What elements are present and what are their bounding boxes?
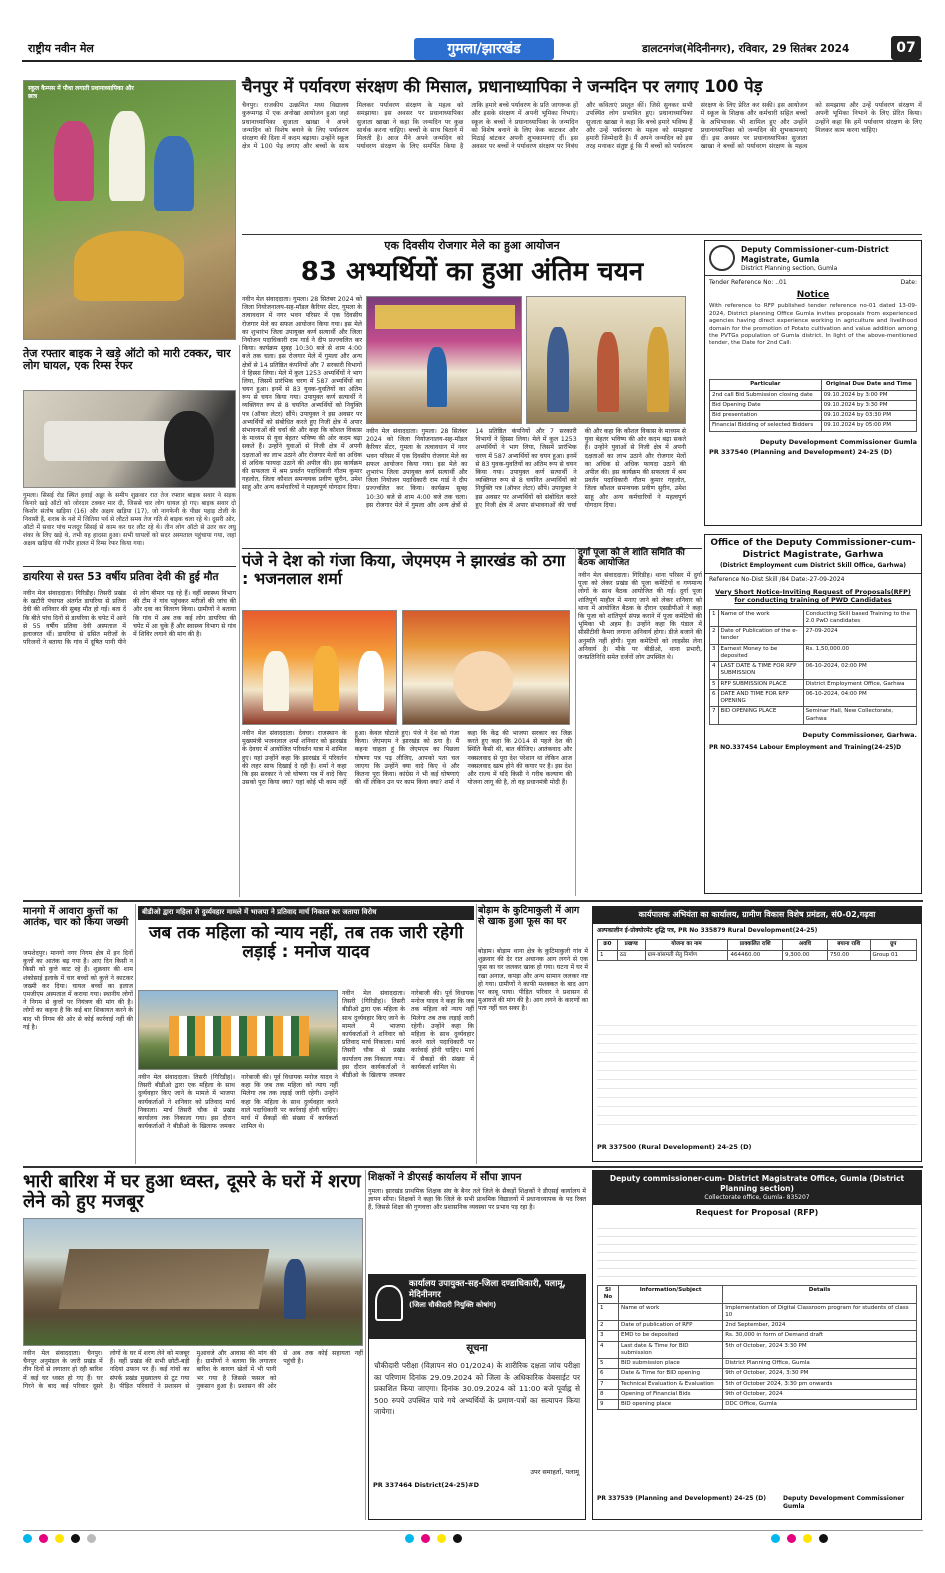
table-cell: 3 — [598, 1331, 619, 1341]
table-cell: 09.10.2024 by 3:30 PM — [821, 400, 916, 410]
tree-planting-photo — [23, 80, 236, 340]
table-cell: Rs. 30,000 in form of Demand draft — [723, 1331, 917, 1341]
table-cell: DATE AND TIME FOR RFP OPENING — [718, 689, 803, 707]
table-cell: Name of work — [618, 1303, 722, 1321]
table-row — [710, 390, 917, 400]
table-cell: BID submission place — [618, 1359, 722, 1369]
table-cell: 750.00 — [827, 950, 870, 960]
table-cell: 2 — [710, 627, 719, 645]
table-cell: 6 — [598, 1369, 619, 1379]
table-cell: Name of the work — [718, 609, 803, 627]
table-cell: 9,300.00 — [782, 950, 827, 960]
table-cell: 9th of October, 2024 — [723, 1389, 917, 1399]
table-cell: Particular — [710, 380, 822, 390]
ad3-sub: अल्पकालीन ई-प्रोक्योरमेंट शुद्धि पत्र, PR No 335879 Rural Development(24-25) — [597, 926, 818, 934]
table-cell: 9th of October, 2024, 3:30 PM — [723, 1369, 917, 1379]
table-cell: 7 — [710, 707, 719, 725]
table-cell: योजना का नाम — [645, 940, 728, 950]
headline-tree-planting: चैनपुर में पर्यावरण संरक्षण की मिसाल, प्रधानाध्यापिका ने जन्मदिन पर लगाए 100 पेड़ — [242, 77, 763, 96]
table-cell: District Planning Office, Gumla — [723, 1359, 917, 1369]
table-row — [598, 1286, 917, 1304]
ad3-pr: PR 337500 (Rural Development) 24-25 (D) — [597, 1143, 752, 1151]
headline-stray-dogs: मानगो में आवारा कुत्तों का आतंक, चार को किया जख्मी — [23, 906, 129, 929]
table-cell: बयाना राशि — [827, 940, 870, 950]
table-cell: EMD to be deposited — [618, 1331, 722, 1341]
table-cell: अवधि — [782, 940, 827, 950]
article-durga-puja-body: नवीन मेल संवाददाता। गिरिडीह। थाना परिसर में दुर्गा पूजा को लेकर प्रखंड की पूजा कमेटियों व गणमान्य लोगों के साथ बैठक आयोजित की गई। दुर्गा पूजा शांतिपूर्ण माहौल में मनाए जाने को लेकर शनिवार को थाना में आयोजित बैठक के दौरान एसडीपीओ ने कहा कि पूजा को शांतिपूर्ण संपन्न कराने में पूजा कमेटियों की भूमिका भी अहम है। उन्होंने कहा कि पंडाल में सीसीटीवी कैमरा लगाना अनिवार्य होगा। डीजे बजाने की अनुमति नहीं होगी। पूजा कमेटियों को लाइसेंस लेना अनिवार्य है। मौके पर बीडीओ, थाना प्रभारी, जनप्रतिनिधि समेत दर्जनों लोग उपस्थित थे। — [578, 572, 702, 661]
table-row — [710, 662, 917, 680]
ad4-title: Request for Proposal (RFP) — [695, 1207, 819, 1217]
ad2-footer: Deputy Commissioner, Garhwa. — [802, 730, 917, 739]
article-bike-accident-body: गुमला। सिसई रोड स्थित हवाई अड्डा के समीप शुक्रवार रात तेज रफ्तार बाइक सवार ने सड़क किनारे खड़े ऑटो को जोरदार टक्कर मार दी, जिससे चार लोग घायल हो गए। बाइक सवार दो किशोर संतोष खड़िया (16) और अक्षय खड़िया (17), जो नागफेनी के पीछा पहाड़ टोली के निवासी हैं, शराब के नशे में जितिया पर्व से लौटते समय तेज गति से बाइक चला रहे थे। दूसरी ओर, ऑटो में सवार पांच मजदूर सिसई से काम कर घर लौट रहे थे। तीन लोग ऑटो से उतर कर लघु शंका के लिए खड़े थे, तभी यह हादसा हुआ। सभी घायलों को सदर अस्पताल पहुंचाया गया, जहां अक्षय खड़िया की गंभीर हालत में रिम्स रेफर किया गया। — [23, 492, 236, 548]
collapsed-house-photo — [23, 1218, 363, 1346]
emblem-icon — [709, 245, 735, 271]
article-manoj-yadav-more: नवीन मेल संवाददाता। तिसरी (गिरिडीह)। तिसरी बीडीओ द्वारा एक महिला के साथ दुर्व्यवहार किए जाने के मामले में भाजपा कार्यकर्ताओं ने शनिवार को प्रतिवाद मार्च निकाला। मार्च तिसरी चौक से प्रखंड कार्यालय तक निकाला गया। इस दौरान कार्यकर्ताओं ने बीडीओ के खिलाफ जमकर नारेबाजी की। पूर्व विधायक मनोज यादव ने कहा कि जब तक महिला को न्याय नहीं मिलेगा तब तक लड़ाई जारी रहेगी। उन्होंने कहा कि महिला के साथ दुर्व्यवहार करने वाले पदाधिकारी पर कार्रवाई होनी चाहिए। मार्च में सैकड़ों की संख्या में कार्यकर्ता शामिल थे। — [342, 990, 474, 1079]
ad2-org: Office of the Deputy Commissioner-cum-District Magistrate, Garhwa — [710, 538, 916, 560]
ad-palamu-notice — [368, 1274, 586, 1520]
table-cell: District Employment Office, Garhwa — [803, 679, 916, 689]
ad3-notes — [597, 1017, 917, 1127]
table-row — [598, 1400, 917, 1410]
table-row — [598, 1341, 917, 1359]
table-cell: 1 — [598, 950, 618, 960]
table-row — [598, 1359, 917, 1369]
headline-bodam-fire: बोड़ाम के कुटिमाकुली में आग से खाक हुआ फूस का घर — [478, 905, 580, 927]
print-registration-marks — [23, 1530, 923, 1544]
ad-org: Deputy Commissioner-cum-District Magistrate, Gumla — [741, 245, 889, 264]
table-cell: 09.10.2024 by 03:30 PM — [821, 411, 916, 421]
table-cell: Implementation of Digital Classroom program for students of class 10 — [723, 1303, 917, 1321]
tender-ref: Tender Reference No: ..01 — [709, 278, 787, 286]
headline-bhajanlal: पंजे ने देश को गंजा किया, जेएमएम ने झारखंड को ठगा : भजनलाल शर्मा — [242, 551, 566, 588]
table-cell: ग्राम-बांसमती सेतु निर्माण — [645, 950, 728, 960]
ad4-table — [597, 1285, 917, 1410]
article-bodam-fire-body: बोड़ाम। बोड़ाम थाना क्षेत्र के कुटिमाकुली गांव में शुक्रवार की देर रात अचानक आग लगने से एक फूस का घर जलकर खाक हो गया। घटना में घर में रखा अनाज, कपड़ा और अन्य सामान जलकर नष्ट हो गया। ग्रामीणों ने काफी मशक्कत के बाद आग पर काबू पाया। पीड़ित परिवार ने प्रशासन से मुआवजे की मांग की है। आग लगने के कारणों का पता नहीं चल सका है। — [478, 948, 588, 1013]
table-cell: Opening of Financial Bids — [618, 1389, 722, 1399]
table-row — [598, 940, 917, 950]
tender-date: Date: — [900, 278, 917, 286]
photo-caption: स्कूल कैम्पस में पौधा लगाती प्रधानाध्यापिका और छात्र — [28, 85, 134, 100]
headline-heavy-rain: भारी बारिश में घर हुआ ध्वस्त, दूसरे के घरों में शरण लेने को हुए मजबूर — [23, 1171, 361, 1213]
page-header — [22, 36, 922, 62]
table-cell: प्रखण्ड — [617, 940, 645, 950]
ad2-sub: (District Employment cum District Skill Office, Garhwa) — [719, 561, 907, 569]
headline-diarrhoea: डायरिया से ग्रस्त 53 वर्षीय प्रतिवा देवी की हुई मौत — [23, 571, 219, 583]
table-cell: 2nd September, 2024 — [723, 1321, 917, 1331]
ad2-ref: Reference No-Dist Skill /84 Date:-27-09-2024 — [709, 575, 845, 583]
headline-durga-puja: दुर्गा पूजा को ले शांति समिति की बैठक आयोजित — [578, 548, 685, 569]
table-row — [598, 1389, 917, 1399]
ad5-sub: (जिला चौकीदारी नियुक्ति कोषांग) — [409, 1301, 497, 1310]
table-cell: 09.10.2024 by 3:00 PM — [821, 390, 916, 400]
table-cell: 464460.00 — [728, 950, 783, 960]
ashoka-emblem-icon — [375, 1285, 403, 1321]
table-cell: LAST DATE & TIME FOR RFP SUBMISSION — [718, 662, 803, 680]
table-cell: 5 — [598, 1359, 619, 1369]
table-cell: Sl No — [598, 1286, 619, 1304]
ad2-pr: PR NO.337454 Labour Employment and Training(24-25)D — [709, 743, 902, 751]
table-cell: ग्रुप — [870, 940, 916, 950]
table-cell: DDC Office, Gumla — [723, 1400, 917, 1410]
article-teachers-memo-body: गुमला। झारखंड प्राथमिक शिक्षक संघ के बैनर तले जिले के सैकड़ों शिक्षकों ने डीएसई कार्यालय में ज्ञापन सौंपा। शिक्षकों ने कहा कि जिले के सभी प्राथमिक विद्यालयों में प्रधानाध्यापक के पद रिक्त हैं, जिससे शिक्षा की गुणवत्ता और प्रशासनिक व्यवस्था पर प्रभाव पड़ रहा है। — [368, 1188, 586, 1212]
table-cell: Bid presentation — [710, 411, 822, 421]
ad1-table — [709, 379, 917, 431]
job-fair-stage-photo — [366, 296, 522, 424]
table-cell: Rs. 1,50,000.00 — [803, 644, 916, 662]
ad-garhwa-rfp — [704, 534, 922, 894]
table-cell: 9 — [598, 1400, 619, 1410]
table-row — [710, 679, 917, 689]
table-row — [598, 1321, 917, 1331]
table-cell: Conducting Skill based Training to the 2.0 PwD candidates — [803, 609, 916, 627]
table-cell: Technical Evaluation & Evaluation — [618, 1379, 722, 1389]
ad1-footer: Deputy Development Commissioner Gumla — [760, 437, 917, 446]
table-row — [598, 950, 917, 960]
ad-rural-development — [592, 906, 922, 1162]
bjp-march-photo — [138, 990, 338, 1070]
table-cell: Information/Subject — [618, 1286, 722, 1304]
table-cell: 27-09-2024 — [803, 627, 916, 645]
table-cell: ठठ — [617, 950, 645, 960]
masthead: राष्ट्रीय नवीन मेल — [28, 42, 94, 55]
ad3-table — [597, 939, 917, 961]
headline-manoj-yadav: जब तक महिला को न्याय नहीं, तब तक जारी रहेगी लड़ाई : मनोज यादव — [148, 923, 464, 963]
table-cell: Details — [723, 1286, 917, 1304]
table-cell: 09.10.2024 by 05:00 PM — [821, 421, 916, 431]
table-cell: Date of Publication of the e-tender — [718, 627, 803, 645]
article-job-fair-more: नवीन मेल संवाददाता। गुमला। 28 सितंबर 2024 को जिला नियोजनालय-सह-मॉडल कैरियर सेंटर, गुमला के तत्वावधान में नगर भवन परिसर में एक दिवसीय रोजगार मेले का सफल आयोजन किया गया। इस मेले का शुभारंभ जिला उपायुक्त कर्ण सत्यार्थी और जिला नियोजन पदाधिकारी राम गार्ड ने दीप प्रज्ज्वलित कर किया। कार्यक्रम सुबह 10:30 बजे से शाम 4:00 बजे तक चला। इस रोजगार मेले में गुमला और अन्य क्षेत्रों से 14 प्रतिष्ठित कंपनियों और 7 सरकारी विभागों ने हिस्सा लिया। मेले में कुल 1253 अभ्यर्थियों ने भाग लिया, जिसमें प्रारंभिक चरण में 587 अभ्यर्थियों का चयन हुआ। इनमें से 83 युवक-युवतियों का अंतिम रूप से चयन किया गया। उपायुक्त कर्ण सत्यार्थी ने व्यक्तिगत रूप से 8 चयनित अभ्यर्थियों को नियुक्ति पत्र (ऑफर लेटर) सौंपे। उपायुक्त ने इस अवसर पर अभ्यर्थियों को संबोधित करते हुए निजी क्षेत्र में अपार संभावनाओं की चर्चा की और कहा कि कौशल विकास के माध्यम से युवा बेहतर भविष्य की ओर कदम बढ़ा सकते हैं। उन्होंने युवाओं से निजी क्षेत्र में अपनी दक्षताओं का लाभ उठाने और रोजगार मेलों का अधिक से अधिक फायदा उठाने की अपील की। इस कार्यक्रम की सफलता में श्रम प्रवर्तन पदाधिकारी गौतम कुमार गहलोत, जिला कौशल समन्वयक प्रवीण सुरीन, उमेश साहू और अन्य कर्मचारियों ने महत्वपूर्ण योगदान दिया। — [366, 428, 686, 509]
article-diarrhoea-body: नवीन मेल संवाददाता। गिरिडीह। तिसरी प्रखंड के खटौरी पंचायत अंतर्गत डायरिया से प्रतिवा देवी की शनिवार की सुबह मौत हो गई। बता दें कि बीते पांच दिनों से डायरिया के चपेट में आने से 55 वर्षीय प्रतिवा देवी अस्पताल में इलाजरत थीं। डायरिया से ग्रसित मरीजों के परिजनों ने बताया कि गांव में दूषित पानी पीने से लोग बीमार पड़ रहे हैं। वहीं स्वास्थ्य विभाग की टीम ने गांव पहुंचकर मरीजों की जांच की और दवा का वितरण किया। ग्रामीणों ने बताया कि गांव में अब तक कई लोग डायरिया की चपेट में आ चुके हैं और स्वास्थ्य विभाग से गांव में शिविर लगाने की मांग की है। — [23, 590, 236, 647]
ad5-title: सूचना — [466, 1343, 488, 1354]
article-manoj-yadav-body: नवीन मेल संवाददाता। तिसरी (गिरिडीह)। तिसरी बीडीओ द्वारा एक महिला के साथ दुर्व्यवहार किए जाने के मामले में भाजपा कार्यकर्ताओं ने शनिवार को प्रतिवाद मार्च निकाला। मार्च तिसरी चौक से प्रखंड कार्यालय तक निकाला गया। इस दौरान कार्यकर्ताओं ने बीडीओ के खिलाफ जमकर नारेबाजी की। पूर्व विधायक मनोज यादव ने कहा कि जब तक महिला को न्याय नहीं मिलेगा तब तक लड़ाई जारी रहेगी। उन्होंने कहा कि महिला के साथ दुर्व्यवहार करने वाले पदाधिकारी पर कार्रवाई होनी चाहिए। मार्च में सैकड़ों की संख्या में कार्यकर्ता शामिल थे। — [138, 1074, 338, 1131]
bhajanlal-rally-photo — [242, 610, 397, 725]
headline-teachers-memo: शिक्षकों ने डीएसई कार्यालय में सौंपा ज्ञापन — [368, 1172, 522, 1183]
article-bhajanlal-body: नवीन मेल संवाददाता। देवघर। राजस्थान के मुख्यमंत्री भजनलाल शर्मा शनिवार को झारखंड के देवघर में आयोजित परिवर्तन यात्रा में शामिल हुए। यहां उन्होंने कहा कि झारखंड में परिवर्तन की लहर साफ दिखाई दे रही है। शर्मा ने कहा कि इस सरकार ने जो घोषणा पत्र में वादे किए उसको पूरा किया क्या? यहां कोई भी काम नहीं हुआ। केवल घोटाले हुए। पंजे ने देश को गंजा किया। जेएमएम ने झारखंड को ठगा है। मैं कहना चाहता हूं कि जेएमएम का पिछला घोषणा पत्र पढ़ लीजिए, आपको पता चल जाएगा कि उन्होंने क्या वादे किए थे और कितना पूरा किया। कांग्रेस ने भी कई घोषणाएं की थीं लेकिन उन पर काम किया क्या? शर्मा ने कहा कि केंद्र की भाजपा सरकार का जिक्र करते हुए कहा कि 2014 से पहले देश की स्थिति कैसी थी, बात कीजिए। आतंकवाद और नक्सलवाद से पूरा देश परेशान था लेकिन आज नक्सलवाद खत्म होने की कगार पर है। इस देश और राज्य में यदि किसी ने गरीब कल्याण की योजना लागू की है, तो वह प्रधानमंत्री मोदी हैं। — [242, 730, 572, 787]
section-title: गुमला/झारखंड — [414, 38, 554, 60]
table-cell: 06-10-2024, 04:00 PM — [803, 689, 916, 707]
table-cell: BID opening place — [618, 1400, 722, 1410]
hospital-photo — [23, 390, 236, 488]
table-row — [710, 707, 917, 725]
table-cell: Last date & Time for BID submission — [618, 1341, 722, 1359]
table-row — [710, 689, 917, 707]
article-stray-dogs-body: जमशेदपुर। मानगो नगर निगम क्षेत्र में इन दिनों कुत्तों का आतंक बढ़ गया है। आए दिन किसी न किसी को कुत्ते काट रहे हैं। शुक्रवार की शाम शंकोसाई इलाके में चार बच्चों को कुत्ते ने काटकर जख्मी कर दिया। घायल बच्चों का इलाज एमजीएम अस्पताल में कराया गया। स्थानीय लोगों ने निगम से कुत्तों पर नियंत्रण की मांग की है। लोगों का कहना है कि कई बार शिकायत करने के बाद भी निगम की ओर से कोई कार्रवाई नहीं की गई है। — [23, 950, 133, 1031]
table-cell: Earnest Money to be deposited — [718, 644, 803, 662]
table-cell: 4 — [710, 662, 719, 680]
table-cell: 5 — [710, 679, 719, 689]
ad3-head: कार्यपालक अभियंता का कार्यालय, ग्रामीण विकास विशेष प्रमंडल, सं0-02,गढ़वा — [593, 907, 921, 924]
table-cell: 8 — [598, 1389, 619, 1399]
notice-body: With reference to RFP published tender reference no-01 dated 13-09-2024, District planning Office Gumla invites proposals from experienced agencies having direct experience working in agriculture and livelihood domain for the promotion of Potato cultivation and value addition among the PVTGs population of Gumla district. In light of the above-mentioned tender, the Date for 2nd Call: — [709, 303, 917, 347]
ad4-pr: PR 337539 (Planning and Development) 24-25 (D) — [597, 1495, 766, 1502]
table-cell: 5th of October 2024, 3:30 pm onwards — [723, 1379, 917, 1389]
table-cell: Group 01 — [870, 950, 916, 960]
table-cell: BID OPENING PLACE — [718, 707, 803, 725]
ad2-title: Very Short Notice-Inviting Request of Proposals(RFP) for conducting training of PWD Candidates — [715, 587, 911, 605]
table-row — [710, 380, 917, 390]
page-number: 07 — [891, 36, 921, 60]
ad4-intro — [597, 1221, 917, 1281]
table-cell: 06-10-2024, 02:00 PM — [803, 662, 916, 680]
table-row — [710, 411, 917, 421]
table-row — [710, 627, 917, 645]
table-row — [710, 400, 917, 410]
ad5-body: चौकीदारी परीक्षा (विज्ञापन सं0 01/2024) के शारीरिक दक्षता जांच परीक्षा का परिणाम दिनांक 29.09.2024 को जिला के अधिकारिक वेबसाईट पर प्रकाशित किया जाएगा। दिनांक 30.09.2024 को 11:00 बजे पूर्वाह्न से 500 रुपये उपस्थित पाये गये अभ्यर्थियों के प्रमाण-पत्रों का सत्यापन किया जायेगा। — [374, 1361, 580, 1417]
table-cell: Seminar Hall, New Collectorate, Garhwa — [803, 707, 916, 725]
table-cell: Financial Bidding of selected Bidders — [710, 421, 822, 431]
ad2-table — [709, 609, 917, 725]
dateline: डालटनगंज(मेदिनीनगर), रविवार, 29 सितंबर 2024 — [642, 43, 850, 55]
table-row — [598, 1331, 917, 1341]
article-job-fair-col1: नवीन मेल संवाददाता। गुमला। 28 सितंबर 2024 को जिला नियोजनालय-सह-मॉडल कैरियर सेंटर, गुमला के तत्वावधान में नगर भवन परिसर में एक दिवसीय रोजगार मेले का सफल आयोजन किया गया। इस मेले का शुभारंभ जिला उपायुक्त कर्ण सत्यार्थी और जिला नियोजन पदाधिकारी राम गार्ड ने दीप प्रज्ज्वलित कर किया। कार्यक्रम सुबह 10:30 बजे से शाम 4:00 बजे तक चला। इस रोजगार मेले में गुमला और अन्य क्षेत्रों से 14 प्रतिष्ठित कंपनियों और 7 सरकारी विभागों ने हिस्सा लिया। मेले में कुल 1253 अभ्यर्थियों ने भाग लिया, जिसमें प्रारंभिक चरण में 587 अभ्यर्थियों का चयन हुआ। इनमें से 83 युवक-युवतियों का अंतिम रूप से चयन किया गया। उपायुक्त कर्ण सत्यार्थी ने व्यक्तिगत रूप से 8 चयनित अभ्यर्थियों को नियुक्ति पत्र (ऑफर लेटर) सौंपे। उपायुक्त ने इस अवसर पर अभ्यर्थियों को संबोधित करते हुए निजी क्षेत्र में अपार संभावनाओं की चर्चा की और कहा कि कौशल विकास के माध्यम से युवा बेहतर भविष्य की ओर कदम बढ़ा सकते हैं। उन्होंने युवाओं से निजी क्षेत्र में अपनी दक्षताओं का लाभ उठाने और रोजगार मेलों का अधिक से अधिक फायदा उठाने की अपील की। इस कार्यक्रम की सफलता में श्रम प्रवर्तन पदाधिकारी गौतम कुमार गहलोत, जिला कौशल समन्वयक प्रवीण सुरीन, उमेश साहू और अन्य कर्मचारियों ने महत्वपूर्ण योगदान दिया। — [242, 296, 362, 492]
ad1-pr: PR 337540 (Planning and Development) 24-25 (D) — [709, 448, 893, 457]
table-cell: Original Due Date and Time — [821, 380, 916, 390]
table-row — [710, 644, 917, 662]
table-cell: 6 — [710, 689, 719, 707]
headline-job-fair: 83 अभ्यर्थियों का हुआ अंतिम चयन — [300, 257, 644, 287]
kicker-job-fair: एक दिवसीय रोजगार मेले का हुआ आयोजन — [384, 239, 560, 252]
table-row — [710, 421, 917, 431]
table-cell: 2nd call Bid Submission closing date — [710, 390, 822, 400]
table-row — [598, 1303, 917, 1321]
headline-bike-accident: तेज रफ्तार बाइक ने खड़े ऑटो को मारी टक्कर, चार लोग घायल, एक रिम्स रेफर — [23, 347, 231, 373]
table-cell: 1 — [598, 1303, 619, 1321]
ad4-sub: Collectorate office, Gumla- 835207 — [704, 1193, 810, 1201]
table-row — [710, 609, 917, 627]
table-cell: RFP SUBMISSION PLACE — [718, 679, 803, 689]
table-row — [598, 1369, 917, 1379]
article-heavy-rain-body: नवीन मेल संवाददाता। चैनपुर। चैनपुर अनुमंडल के जारी प्रखंड में तीन दिनों से लगातार हो रही बारिश में कई घर ध्वस्त हो गए हैं। घर गिरने के बाद कई परिवार दूसरे लोगों के घर में शरण लेने को मजबूर हैं। वहीं प्रखंड की सभी छोटी-बड़ी नदियां उफान पर हैं। कई गांवों का संपर्क प्रखंड मुख्यालय से टूट गया है। पीड़ित परिवारों ने प्रशासन से मुआवजे और आवास की मांग की है। ग्रामीणों ने बताया कि लगातार बारिश के कारण खेतों में भी पानी भर गया है जिससे फसल को नुकसान हुआ है। प्रशासन की ओर से अब तक कोई सहायता नहीं पहुंची है। — [23, 1350, 363, 1390]
ad5-pr: PR 337464 District(24-25)#D — [373, 1480, 479, 1489]
table-cell: 3 — [710, 644, 719, 662]
table-cell: Date & Time for BID opening — [618, 1369, 722, 1379]
table-cell: 1 — [710, 609, 719, 627]
ad4-org: Deputy commissioner-cum- District Magistrate Office, Gumla (District Planning section) — [609, 1174, 905, 1193]
table-cell: 5th of October, 2024 3:30 PM — [723, 1341, 917, 1359]
bhajanlal-stage-photo — [402, 610, 570, 725]
table-cell: Date of publication of RFP — [618, 1321, 722, 1331]
ad5-org: कार्यालय उपायुक्त-सह-जिला दण्डाधिकारी, पलामू, मेदिनीनगर — [409, 1279, 566, 1301]
table-cell: 2 — [598, 1321, 619, 1331]
ad4-footer: Deputy Development Commissioner Gumla — [783, 1495, 905, 1510]
article-tree-planting-body: चैनपुर। राजकीय उत्क्रमित मध्य विद्यालय कुरूमगढ़ में एक अनोखा आयोजन हुआ जहां प्रधानाध्यापिका सुजाता खाखा ने अपने जन्मदिन को विशेष बनाने के लिए पर्यावरण संरक्षण की दिशा में कदम बढ़ाया। उन्होंने स्कूल क्षेत्र में 100 पेड़ लगाए और बच्चों के साथ मिलकर पर्यावरण संरक्षण के महत्व को समझाया। इस अवसर पर प्रधानाध्यापिका सुजाता खाखा ने कहा कि जन्मदिन पर कुछ सार्थक करना चाहिए। बच्चों के साथ बिताने में मिलती है। आज मैंने अपने जन्मदिन को पर्यावरण संरक्षण के लिए समर्पित किया है ताकि हमारे बच्चे पर्यावरण के प्रति जागरूक हों और इसके संरक्षण में अपनी भूमिका निभाएं। स्कूल के बच्चों ने प्रधानाध्यापिका के जन्मदिन को विशेष बनाने के लिए केक काटकर और मिठाई बांटकर अपनी शुभकामनाएं दीं। इस अवसर पर बच्चों ने पर्यावरण संरक्षण पर निबंध और कविताएं प्रस्तुत कीं। जिसे सुनकर सभी उपस्थित लोग प्रभावित हुए। प्रधानाध्यापिका सुजाता खाखा ने कहा कि बच्चे हमारे भविष्य हैं और उन्हें पर्यावरण के महत्व को समझाना हमारी जिम्मेदारी है। मैं अपने जन्मदिन को इस तरह मनाकर संतुष्ट हूं कि मैं बच्चों को पर्यावरण संरक्षण के लिए प्रेरित कर सकी। इस आयोजन में स्कूल के शिक्षक और कर्मचारी सहित बच्चों के अभिभावक भी शामिल हुए और उन्होंने प्रधानाध्यापिका को जन्मदिन की शुभकामनाएं दीं। इस अवसर पर प्रधानाध्यापिका सुजाता खाखा ने बच्चों को पर्यावरण संरक्षण के महत्व को समझाया और उन्हें पर्यावरण संरक्षण में अपनी भूमिका निभाने के लिए प्रेरित किया। उन्होंने कहा कि हमें पर्यावरण संरक्षण के लिए मिलकर काम करना चाहिए। — [242, 102, 922, 151]
table-cell: 4 — [598, 1341, 619, 1359]
ad5-sign: उपर समाहर्ता, पलामू — [530, 1468, 579, 1477]
ad-sub: District Planning section, Gumla — [741, 264, 838, 272]
job-fair-certificate-photo — [526, 296, 686, 424]
kicker-bdo-protest: बीडीओ द्वारा महिला से दुर्व्यवहार मामले में भाजपा ने प्रतिवाद मार्च निकाल कर जताया विरोध — [138, 906, 474, 920]
ad-gumla-rfp — [592, 1170, 922, 1520]
table-row — [598, 1379, 917, 1389]
table-cell: प्राक्कलित राशि — [728, 940, 783, 950]
ad-gumla-notice — [704, 240, 922, 526]
table-cell: 7 — [598, 1379, 619, 1389]
notice-title: Notice — [796, 289, 830, 300]
table-cell: Bid Opening Date — [710, 400, 822, 410]
table-cell: क्र0 — [598, 940, 618, 950]
